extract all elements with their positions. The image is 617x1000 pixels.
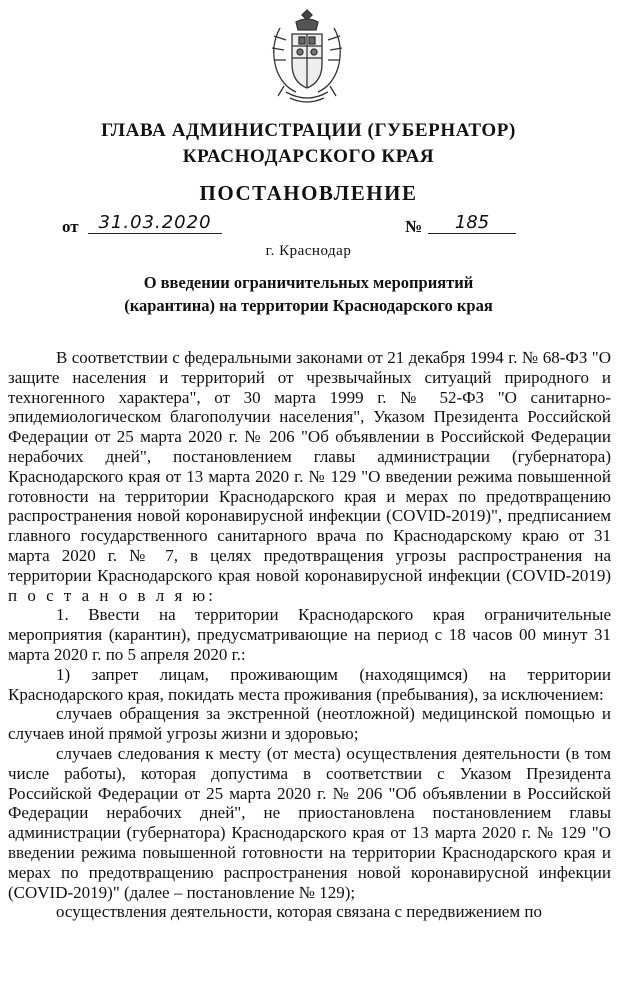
- number-prefix: №: [405, 217, 423, 236]
- document-title-line1: О введении ограничительных мероприятий: [143, 273, 474, 292]
- paragraph-exception-activity: осуществления деятельности, которая связана с передвижением по: [56, 902, 542, 922]
- document-date: 31.03.2020: [88, 212, 222, 234]
- coat-of-arms-emblem: [266, 6, 348, 110]
- document-type: ПОСТАНОВЛЕНИЕ: [199, 181, 418, 205]
- org-title-line2: КРАСНОДАРСКОГО КРАЯ: [182, 146, 435, 167]
- date-prefix: от: [62, 217, 79, 236]
- document-body: [8, 348, 611, 922]
- org-title-line1: ГЛАВА АДМИНИСТРАЦИИ (ГУБЕРНАТОР): [101, 120, 516, 141]
- paragraph-preamble: [8, 348, 611, 605]
- paragraph-exception-work: случаев следования к месту (от места) осуществления деятельности (в том числе работы), которая допустима в соответствии с Указом Президента Российской Федерации от 25 марта 2020 г. № 206 "Об объявлении в Российской Федерации нерабочих дней", не приостановлена постановлением главы администрации (губернатора) Краснодарского края от 13 марта 2020 г. № 129 "О введении режима повышенной готовности на территории Краснодарского края и мерах по предотвращению распространения новой коронавирусной инфекции (COVID-2019)" (далее – постановление № 129);: [8, 743, 611, 902]
- document-number: 185: [428, 212, 516, 234]
- paragraph-item-1: 1. Ввести на территории Краснодарского края ограничительные мероприятия (карантин), предусматривающие на период с 18 часов 00 минут 31 марта 2020 г. по 5 апреля 2020 г.:: [8, 605, 611, 664]
- paragraph-subitem-1: 1) запрет лицам, проживающим (находящимся) на территории Краснодарского края, покидать места проживания (пребывания), за исключением:: [8, 664, 611, 704]
- document-title-line2: (карантина) на территории Краснодарского края: [124, 296, 493, 315]
- city-line: г. Краснодар: [265, 243, 352, 259]
- resolution-keyword: п о с т а н о в л я ю:: [8, 585, 216, 605]
- paragraph-exception-medical: случаев обращения за экстренной (неотложной) медицинской помощью и случаев иной прямой угрозы жизни и здоровью;: [8, 704, 611, 744]
- preamble-text: В соответствии с федеральными законами от 21 декабря 1994 г. № 68-ФЗ "О защите населения и территорий от чрезвычайных ситуаций природного и техногенного характера", от 30 марта 1999 г. № 52-ФЗ "О санитарно-эпидемиологическом благополучии населения", Указом Президента Российской Федерации от 25 марта 2020 г. № 206 "Об объявлении в Российской Федерации нерабочих дней", постановлением главы администрации (губернатора) Краснодарского края от 13 марта 2020 г. № 129 "О введении режима повышенной готовности на территории Краснодарского края и мерах по предотвращению распространения новой коронавирусной инфекции (COVID-2019)", предписанием главного государственного санитарного врача по Краснодарскому краю от 31 марта 2020 г. № 7, в целях предотвращения угрозы распространения на территории Краснодарского края новой коронавирусной инфекции (COVID-2019): [8, 348, 611, 585]
